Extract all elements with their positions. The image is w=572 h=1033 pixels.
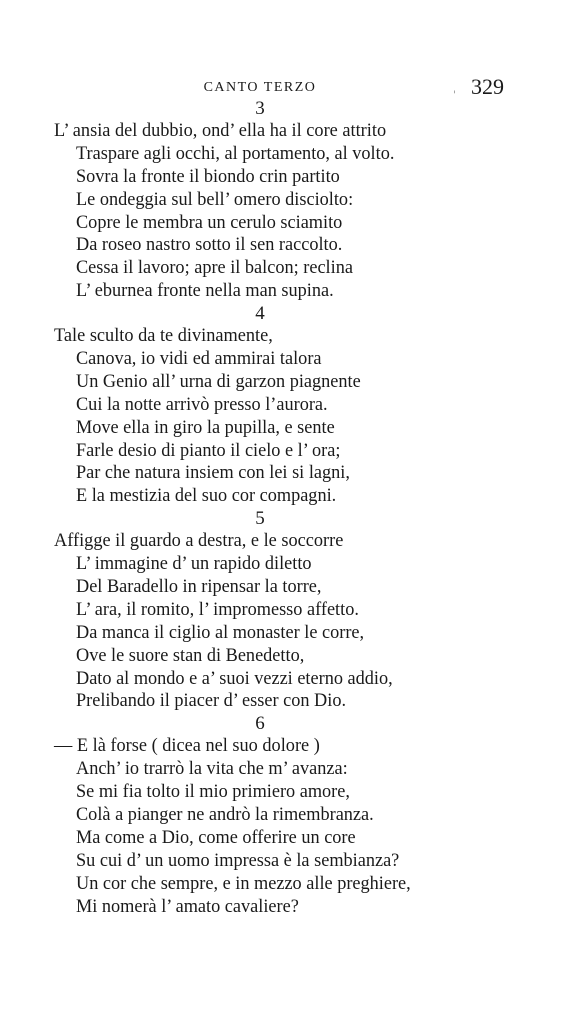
verse-text: L’ eburnea fronte nella man supina.	[76, 280, 334, 302]
verse-line	[0, 212, 572, 235]
verse-text: Dato al mondo e a’ suoi vezzi eterno addio,	[76, 667, 393, 689]
verse-line	[0, 166, 572, 189]
stanza-number: 6	[255, 713, 265, 735]
running-head: CANTO TERZO	[203, 80, 317, 95]
verse-line	[0, 735, 572, 758]
stanza-number: 3	[255, 98, 265, 119]
verse-text: L’ ara, il romito, l’ impromesso affetto.	[76, 598, 359, 620]
verse-line	[0, 257, 572, 280]
verse-line	[0, 758, 572, 781]
verse-line	[0, 530, 572, 553]
verse-text: Copre le membra un cerulo sciamito	[76, 211, 343, 233]
verse-line	[0, 417, 572, 440]
verse-text: L’ immagine d’ un rapido diletto	[76, 553, 312, 575]
verse-text: Da roseo nastro sotto il sen raccolto.	[76, 234, 343, 256]
verse-text: Ma come a Dio, come offerire un core	[76, 826, 356, 848]
verse-line	[0, 485, 572, 508]
verse-line	[0, 189, 572, 212]
verse-text: Prelibando il piacer d’ esser con Dio.	[76, 690, 347, 712]
verse-line	[0, 599, 572, 622]
verse-text: Mi nomerà l’ amato cavaliere?	[76, 895, 299, 917]
verse-line	[0, 781, 572, 804]
verse-text: Su cui d’ un uomo impressa è la sembianza?	[76, 849, 400, 871]
verse-line	[0, 896, 572, 919]
verse-line	[0, 440, 572, 463]
verse-line	[0, 690, 572, 713]
verse-text: Colà a pianger ne andrò la rimembranza.	[76, 804, 374, 826]
verse-text: Da manca il ciglio al monaster le corre,	[76, 621, 365, 643]
verse-text: Un Genio all’ urna di garzon piagnente	[76, 370, 361, 392]
verse-line	[0, 120, 572, 143]
verse-text: — E là forse ( dicea nel suo dolore )	[54, 735, 320, 757]
verse-text: L’ ansia del dubbio, ond’ ella ha il core attrito	[54, 120, 387, 141]
verse-line	[0, 394, 572, 417]
verse-line	[0, 645, 572, 668]
verse-text: Move ella in giro la pupilla, e sente	[76, 416, 335, 438]
verse-line	[0, 622, 572, 645]
verse-text: Par che natura insiem con lei si lagni,	[76, 462, 350, 484]
verse-line	[0, 850, 572, 873]
stanza	[0, 303, 572, 508]
verse-line	[0, 804, 572, 827]
verse-text: Canova, io vidi ed ammirai talora	[76, 348, 322, 370]
verse-text: Cui la notte arrivò presso l’aurora.	[76, 393, 328, 415]
verse-line	[0, 234, 572, 257]
verse-line	[0, 280, 572, 303]
verse-text: E la mestizia del suo cor compagni.	[76, 485, 337, 507]
verse-text: Cessa il lavoro; apre il balcon; reclina	[76, 257, 353, 279]
stanza	[0, 508, 572, 713]
verse-text: Anch’ io trarrò la vita che m’ avanza:	[76, 758, 348, 780]
verse-text: Traspare agli occhi, al portamento, al volto.	[76, 142, 395, 164]
verse-text: Se mi fia tolto il mio primiero amore,	[76, 781, 350, 803]
page-number: 329	[471, 74, 504, 99]
poem-body	[0, 98, 572, 919]
stanza-number: 5	[255, 508, 265, 530]
verse-text: Del Baradello in ripensar la torre,	[76, 576, 322, 598]
verse-text: Le ondeggia sul bell’ omero disciolto:	[76, 188, 354, 210]
verse-line	[0, 143, 572, 166]
verse-line	[0, 827, 572, 850]
verse-line	[0, 325, 572, 348]
verse-line	[0, 348, 572, 371]
verse-line	[0, 873, 572, 896]
stanza	[0, 98, 572, 303]
verse-text: Affigge il guardo a destra, e le soccorre	[54, 530, 344, 552]
stanza	[0, 713, 572, 918]
stanza-number: 4	[255, 303, 265, 325]
verse-text: Tale sculto da te divinamente,	[54, 325, 273, 347]
verse-text: Sovra la fronte il biondo crin partito	[76, 165, 340, 187]
verse-line	[0, 668, 572, 691]
verse-text: Un cor che sempre, e in mezzo alle preghiere,	[76, 872, 411, 894]
verse-line	[0, 553, 572, 576]
verse-text: Ove le suore stan di Benedetto,	[76, 644, 305, 666]
print-speck: '	[453, 90, 456, 101]
verse-line	[0, 462, 572, 485]
verse-text: Farle desio di pianto il cielo e l’ ora;	[76, 439, 341, 461]
verse-line	[0, 576, 572, 599]
verse-line	[0, 371, 572, 394]
